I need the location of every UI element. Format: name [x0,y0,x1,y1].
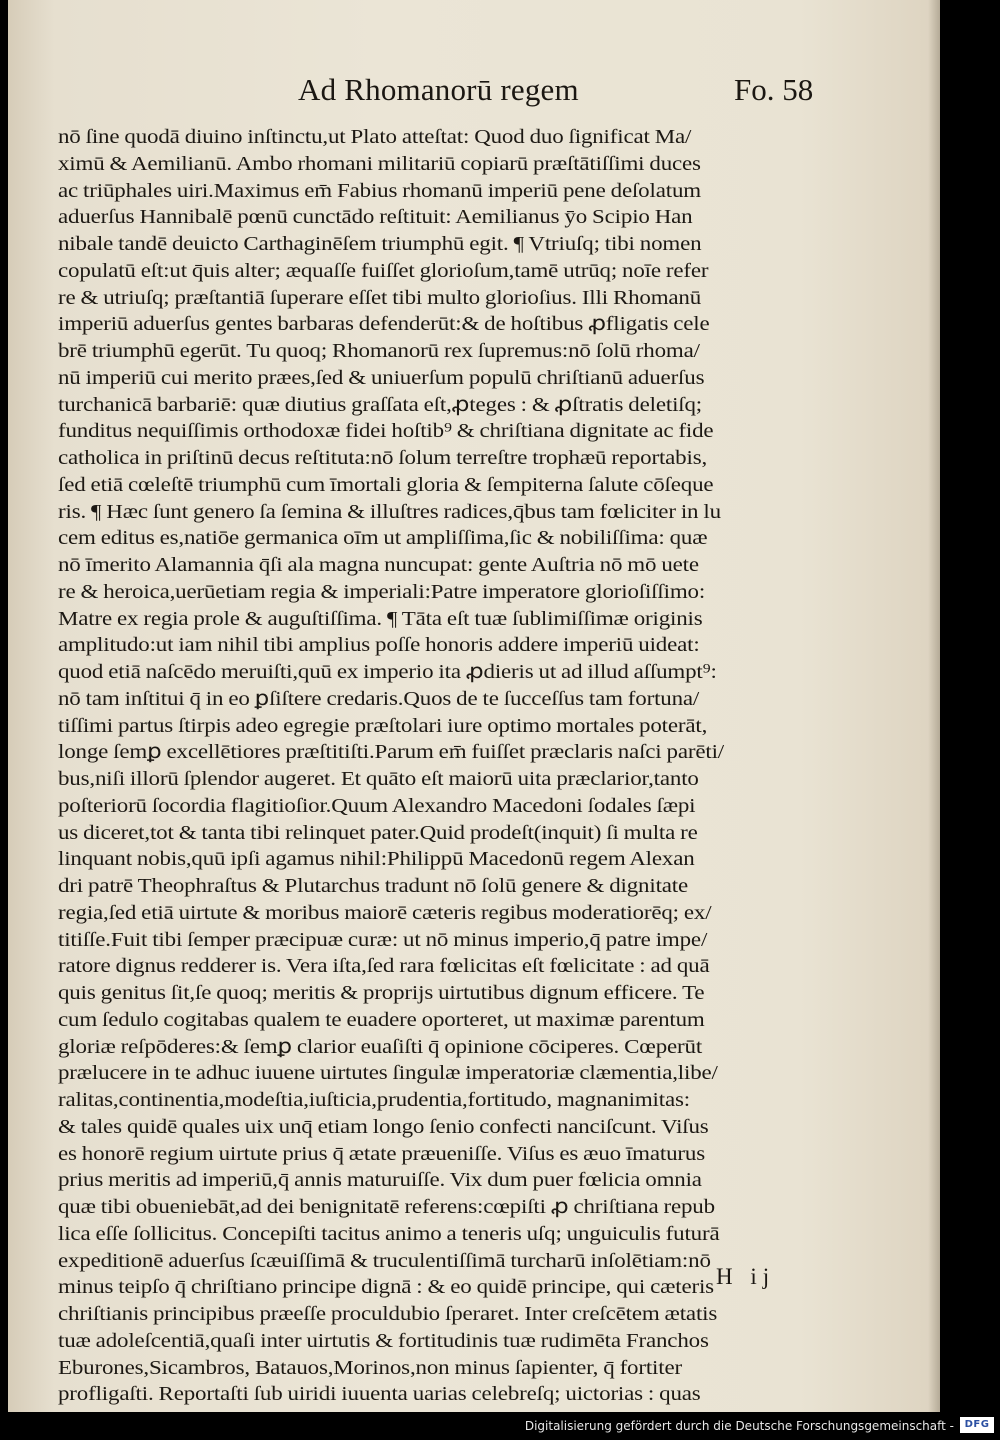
body-text [58,124,828,1408]
text-line: amplitudo:ut iam nihil tibi amplius poſſe honoris addere imperiū uideat: [58,634,700,657]
text-line: funditus nequiſſimis orthodoxæ fidei hoſtib⁹ & chriſtiana dignitate ac fide [58,420,714,443]
text-line: Matre ex regia prole & auguſtiſſima. ¶ Tāta eſt tuæ ſublimiſſimæ originis [58,607,703,630]
text-line: nō īmerito Alamannia q̄ſi ala magna nuncupat: gente Auſtria nō mō uete [58,554,699,576]
text-line: expeditionē aduerſus ſcæuiſſimā & truculentiſſimā turcharū inſolētiam:nō [58,1249,711,1272]
text-line: imperiū aduerſus gentes barbaras defenderūt:& de hoſtibus ꝓfligatis cele [58,313,710,336]
text-line: catholica in priſtinū decus reſtituta:nō ſolum terreſtre trophæū reportabis, [58,447,708,469]
book-page [8,0,940,1412]
text-line: chriſtianis principibus præeſſe proculdubio ſperaret. Inter creſcētem ætatis [58,1303,718,1325]
running-head: Ad Rhomanorū regem [298,72,579,107]
funding-note: Digitalisierung gefördert durch die Deutsche Forschungsgemeinschaft - [524,1419,954,1433]
text-line: ris. ¶ Hæc ſunt genero ſa ſemina & illuſtres radices,q̄bus tam fœliciter in lu [58,500,721,523]
text-line: nō tam inſtitui q̄ in eo ꝑſiſtere credaris.Quos de te ſucceſſus tam fortuna/ [58,687,700,710]
text-line: titiſſe.Fuit tibi ſemper præcipuæ curæ: ut nō minus imperio,q̄ patre impe/ [58,928,708,951]
text-line: brē triumphū egerūt. Tu quoq; Rhomanorū rex ſupremus:nō ſolū rhoma/ [58,340,700,362]
text-line: ac triūphales uiri.Maximus em̄ Fabius rhomanū imperiū pene deſolatum [58,179,701,202]
text-line: us diceret,tot & tanta tibi relinquet pater.Quid prodeſt(inquit) ſi multa re [58,821,698,844]
folio-number: Fo. 58 [734,72,814,107]
text-line: lica eſſe ſollicitus. Concepiſti tacitus animo a teneris uſq; unguiculis futurā [58,1222,720,1245]
text-line: prius meritis ad imperiū,q̄ annis maturuiſſe. Vix dum puer fœlicia omnia [58,1169,702,1192]
text-line: tuæ adoleſcentiā,quaſi inter uirtutis & fortitudinis tuæ rudimēta Franchos [58,1329,709,1352]
text-line: linquant nobis,quū ipſi agamus nihil:Philippū Macedonū regem Alexan [58,848,695,871]
text-line: ralitas,continentia,modeſtia,iuſticia,prudentia,fortitudo, magnanimitas: [58,1089,690,1111]
text-line: bus,niſi illorū ſplendor augeret. Et quāto eſt maiorū uita præclarior,tanto [58,768,699,790]
text-line: profligaſti. Reportaſti ſub uiridi iuuenta uarias celebreſq; uictorias : quas [58,1383,701,1406]
text-line: quis genitus ſit,ſe quoq; meritis & proprijs uirtutibus dignum efficere. Te [58,982,705,1004]
text-line: minus teipſo q̄ chriſtiano principe dignā : & eo quidē principe, qui cæteris [58,1276,714,1299]
text-line: cum ſedulo cogitabas qualem te euadere oporteret, ut maximæ parentum [58,1008,705,1031]
text-line: copulatū eſt:ut q̄uis alter; æquaſſe fuiſſet glorioſum,tamē utrūq; noīe refer [58,259,709,282]
text-line: ximū & Aemilianū. Ambo rhomani militariū copiarū præſtātiſſimi duces [58,152,701,175]
dfg-logo: DFG [960,1417,994,1433]
text-line: tiſſimi partus ſtirpis adeo egregie præſtolari iure optimo mortales poterāt, [58,714,708,737]
text-line: gloriæ reſpōderes:& ſemꝑ clarior euaſiſti q̄ opinione cōciperes. Cœperūt [58,1035,703,1058]
text-line: re & heroica,uerūetiam regia & imperiali:Patre imperatore glorioſiſſimo: [58,580,706,603]
text-line: quæ tibi obueniebāt,ad dei benignitatē referens:cœpiſti ꝓ chriſtiana repub [58,1196,715,1218]
text-line: nibale tandē deuicto Carthaginēſem triumphū egit. ¶ Vtriuſq; tibi nomen [58,233,702,255]
text-line: quod etiā naſcēdo meruiſti,quū ex imperio ita ꝓdieris ut ad illud aſſumpt⁹: [58,661,717,683]
text-line: nū imperiū cui merito præes,ſed & uniuerſum populū chriſtianū aduerſus [58,366,705,389]
text-line: turchanicā barbariē: quæ diutius graſſata eſt,ꝓteges : & ꝓſtratis deletiſq; [58,393,703,416]
text-line: regia,ſed etiā uirtute & moribus maiorē cæteris regibus moderatiorēq; ex/ [58,901,712,924]
text-line: ratore dignus redderer is. Vera iſta,ſed rara fœlicitas eſt fœlicitate : ad quā [58,955,710,978]
text-line: es honorē regium uirtute prius q̄ ætate præueniſſe. Viſus es æuo īmaturus [58,1142,705,1165]
text-line: Eburones,Sicambros, Batauos,Morinos,non minus ſapienter, q̄ fortiter [58,1356,682,1379]
page-header [8,72,940,112]
text-line: aduerſus Hannibalē pœnū cunctādo reſtituit: Aemilianus ȳo Scipio Han [58,206,693,229]
text-line: cem editus es,natiōe germanica oīm ut ampliſſima,ſic & nobiliſſima: quæ [58,527,708,550]
text-line: nō ſine quodā diuino inſtinctu,ut Plato atteſtat: Quod duo ſignificat Ma/ [58,126,692,148]
footer-bar [0,1412,1000,1440]
text-line: poſteriorū ſocordia flagitioſior.Quum Alexandro Macedoni ſodales ſæpi [58,794,696,817]
text-line: prælucere in te adhuc iuuene uirtutes ſingulæ imperatoriæ clæmentia,libe/ [58,1062,718,1085]
text-line: re & utriuſq; præſtantiā ſuperare eſſet tibi multo glorioſius. Illi Rhomanū [58,286,702,309]
text-line: & tales quidē quales uix unq̄ etiam longo ſenio confecti nanciſcunt. Viſus [58,1115,709,1138]
text-line: ſed etiā cœleſtē triumphū cum īmortali gloria & ſempiterna ſalute cōſeque [58,473,714,496]
signature-mark: H ij [716,1264,776,1289]
text-line: dri patrē Theophraſtus & Plutarchus tradunt nō ſolū genere & dignitate [58,875,689,897]
text-line: longe ſemꝑ excellētiores præſtitiſti.Parum em̄ fuiſſet præclaris naſci parēti/ [58,741,724,764]
